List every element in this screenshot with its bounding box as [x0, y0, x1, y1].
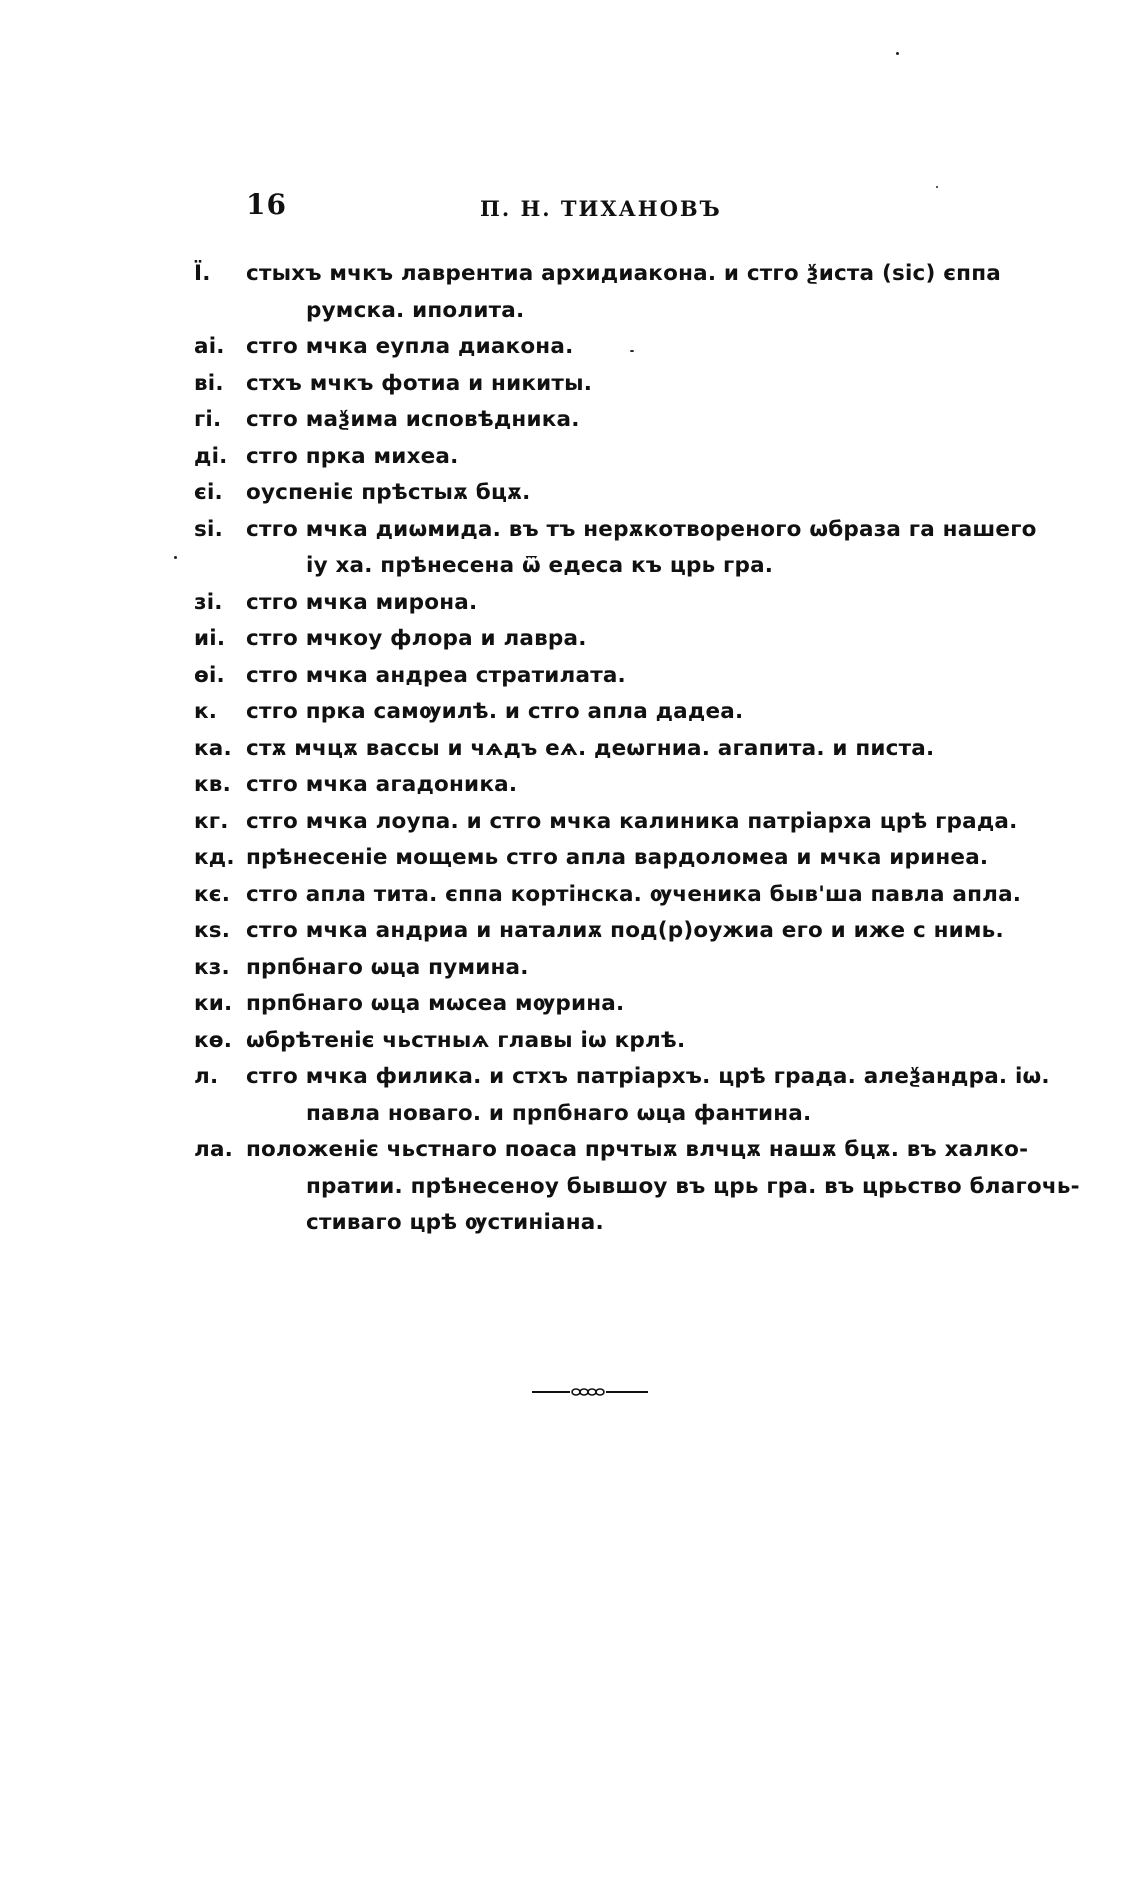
entry-line: стго прка михеа.	[246, 443, 459, 469]
entry-text	[246, 256, 1014, 329]
entry-line: стго мчка филика. и стхъ патріархъ. црѣ града. алеѯандра. іѡ.	[246, 1064, 1050, 1089]
entry-number: к.	[194, 699, 218, 724]
entry-text	[246, 366, 1014, 403]
entry-26	[194, 913, 1014, 950]
end-ornament-icon	[532, 1387, 648, 1397]
calendar-entries	[194, 256, 1080, 1242]
print-speck	[174, 556, 177, 559]
entry-number: л.	[194, 1064, 219, 1089]
entry-line: прпбнаго ѡца пумина.	[246, 954, 529, 980]
entry-25	[194, 877, 1022, 914]
entry-text	[246, 402, 1014, 439]
entry-line: стхъ мчкъ фотиа и никиты.	[246, 370, 593, 396]
page-number: 16	[246, 188, 287, 221]
entry-number: ѕі.	[194, 516, 223, 542]
entry-line-continued: павла новаго. и прпбнаго ѡца фантина.	[306, 1100, 812, 1126]
entry-number: кв.	[194, 772, 231, 797]
entry-line-continued: пратии. прѣнесеноу бывшоу въ црь гра. въ црьство благочь-	[306, 1173, 1080, 1199]
entry-13	[194, 402, 1014, 439]
entry-16	[194, 512, 1037, 585]
entry-number: гі.	[194, 407, 222, 432]
entry-line: стго апла тита. єппа кортінска. ѹченика быв'ша павла апла.	[246, 881, 1022, 907]
entry-line: стѫ мчцѫ вассы и чѧдъ еѧ. деѡгниа. агапита. и писта.	[246, 735, 935, 761]
entry-line: стго мчка агадоника.	[246, 772, 518, 797]
entry-line-continued: стиваго црѣ ѹстиніана.	[306, 1210, 604, 1235]
running-head: П. Н. ТИХАНОВЪ	[480, 196, 722, 221]
entry-line: стго прка самѹилѣ. и стго апла дадеа.	[246, 699, 744, 724]
entry-number: аі.	[194, 334, 225, 359]
entry-28	[194, 986, 1014, 1023]
entry-number: ѳі.	[194, 662, 225, 688]
entry-text	[246, 621, 1014, 658]
print-speck	[630, 350, 634, 352]
entry-number: иі.	[194, 626, 226, 651]
entry-number: кд.	[194, 845, 235, 870]
entry-text	[246, 585, 1014, 622]
entry-text	[246, 439, 1014, 476]
entry-22	[194, 767, 1014, 804]
entry-18	[194, 621, 1014, 658]
entry-number: кє.	[194, 881, 231, 907]
entry-line: оуспеніє прѣстыѫ бцѫ.	[246, 480, 531, 505]
entry-number: ді.	[194, 443, 228, 469]
entry-line: стго мчка лоупа. и стго мчка калиника патріарха црѣ града.	[246, 808, 1018, 834]
entry-text	[246, 840, 1014, 877]
print-speck	[896, 52, 899, 55]
entry-10	[194, 256, 1014, 329]
entry-line: стго мчка андреа стратилата.	[246, 662, 626, 688]
entry-text	[246, 658, 1014, 695]
entry-11	[194, 329, 1014, 366]
entry-number: ві.	[194, 370, 224, 396]
entry-number: ки.	[194, 991, 233, 1016]
entry-line: стго мчкоу флора и лавра.	[246, 626, 587, 651]
entry-line: стго мчка мирона.	[246, 589, 478, 615]
entry-15	[194, 475, 1014, 512]
entry-19	[194, 658, 1014, 695]
entry-line-continued: румска. иполита.	[306, 297, 525, 323]
entry-text	[246, 1023, 1014, 1060]
entry-number: кз.	[194, 954, 230, 980]
entry-number: Ї.	[194, 261, 211, 286]
entry-line: стыхъ мчкъ лаврентиа архидиакона. и стго ѯиста (sic) єппа	[246, 261, 1001, 286]
entry-line: стго мчка еупла диакона.	[246, 334, 574, 359]
entry-number: ка.	[194, 735, 232, 761]
entry-number: єі.	[194, 480, 223, 505]
entry-line: положеніє чьстнаго поаса прчтыѫ влчцѫ нашѫ бцѫ. въ халко-	[246, 1137, 1029, 1162]
entry-text	[246, 475, 1014, 512]
print-speck	[936, 186, 938, 188]
entry-line: прпбнаго ѡца мѡсеа мѹрина.	[246, 991, 625, 1016]
entry-31	[194, 1132, 1080, 1242]
entry-17	[194, 585, 1014, 622]
entry-line: ѡбрѣтеніє чьстныѧ главы іѡ крлѣ.	[246, 1027, 686, 1053]
entry-line-continued: іу ха. прѣнесена ѿ едеса къ црь гра.	[306, 553, 774, 578]
entry-text	[246, 913, 1014, 950]
entry-number: ла.	[194, 1137, 234, 1162]
entry-number: кѕ.	[194, 918, 231, 943]
entry-text	[246, 767, 1014, 804]
entry-text	[246, 731, 1014, 768]
entry-line: стго маѯима исповѣдника.	[246, 407, 580, 432]
entry-text	[246, 512, 1037, 585]
entry-line: стго мчка диѡмида. въ тъ нерѫкотвореного ѡбраза га нашего	[246, 516, 1037, 542]
entry-text	[246, 986, 1014, 1023]
entry-text	[246, 1059, 1050, 1132]
entry-text	[246, 804, 1018, 841]
entry-21	[194, 731, 1014, 768]
entry-30	[194, 1059, 1050, 1132]
entry-number: кѳ.	[194, 1027, 233, 1053]
entry-text	[246, 694, 1014, 731]
entry-text	[246, 329, 1014, 366]
entry-12	[194, 366, 1014, 403]
entry-text	[246, 950, 1014, 987]
entry-14	[194, 439, 1014, 476]
entry-29	[194, 1023, 1014, 1060]
entry-24	[194, 840, 1014, 877]
entry-23	[194, 804, 1018, 841]
entry-number: зі.	[194, 589, 223, 615]
entry-line: прѣнесеніе мощемь стго апла вардоломеа и мчка иринеа.	[246, 845, 989, 870]
entry-line: стго мчка андриа и наталиѫ под(р)оужиа его и иже с нимь.	[246, 918, 1004, 943]
entry-text	[246, 877, 1021, 914]
entry-20	[194, 694, 1014, 731]
entry-text	[246, 1132, 1080, 1242]
entry-27	[194, 950, 1014, 987]
entry-number: кг.	[194, 808, 229, 834]
